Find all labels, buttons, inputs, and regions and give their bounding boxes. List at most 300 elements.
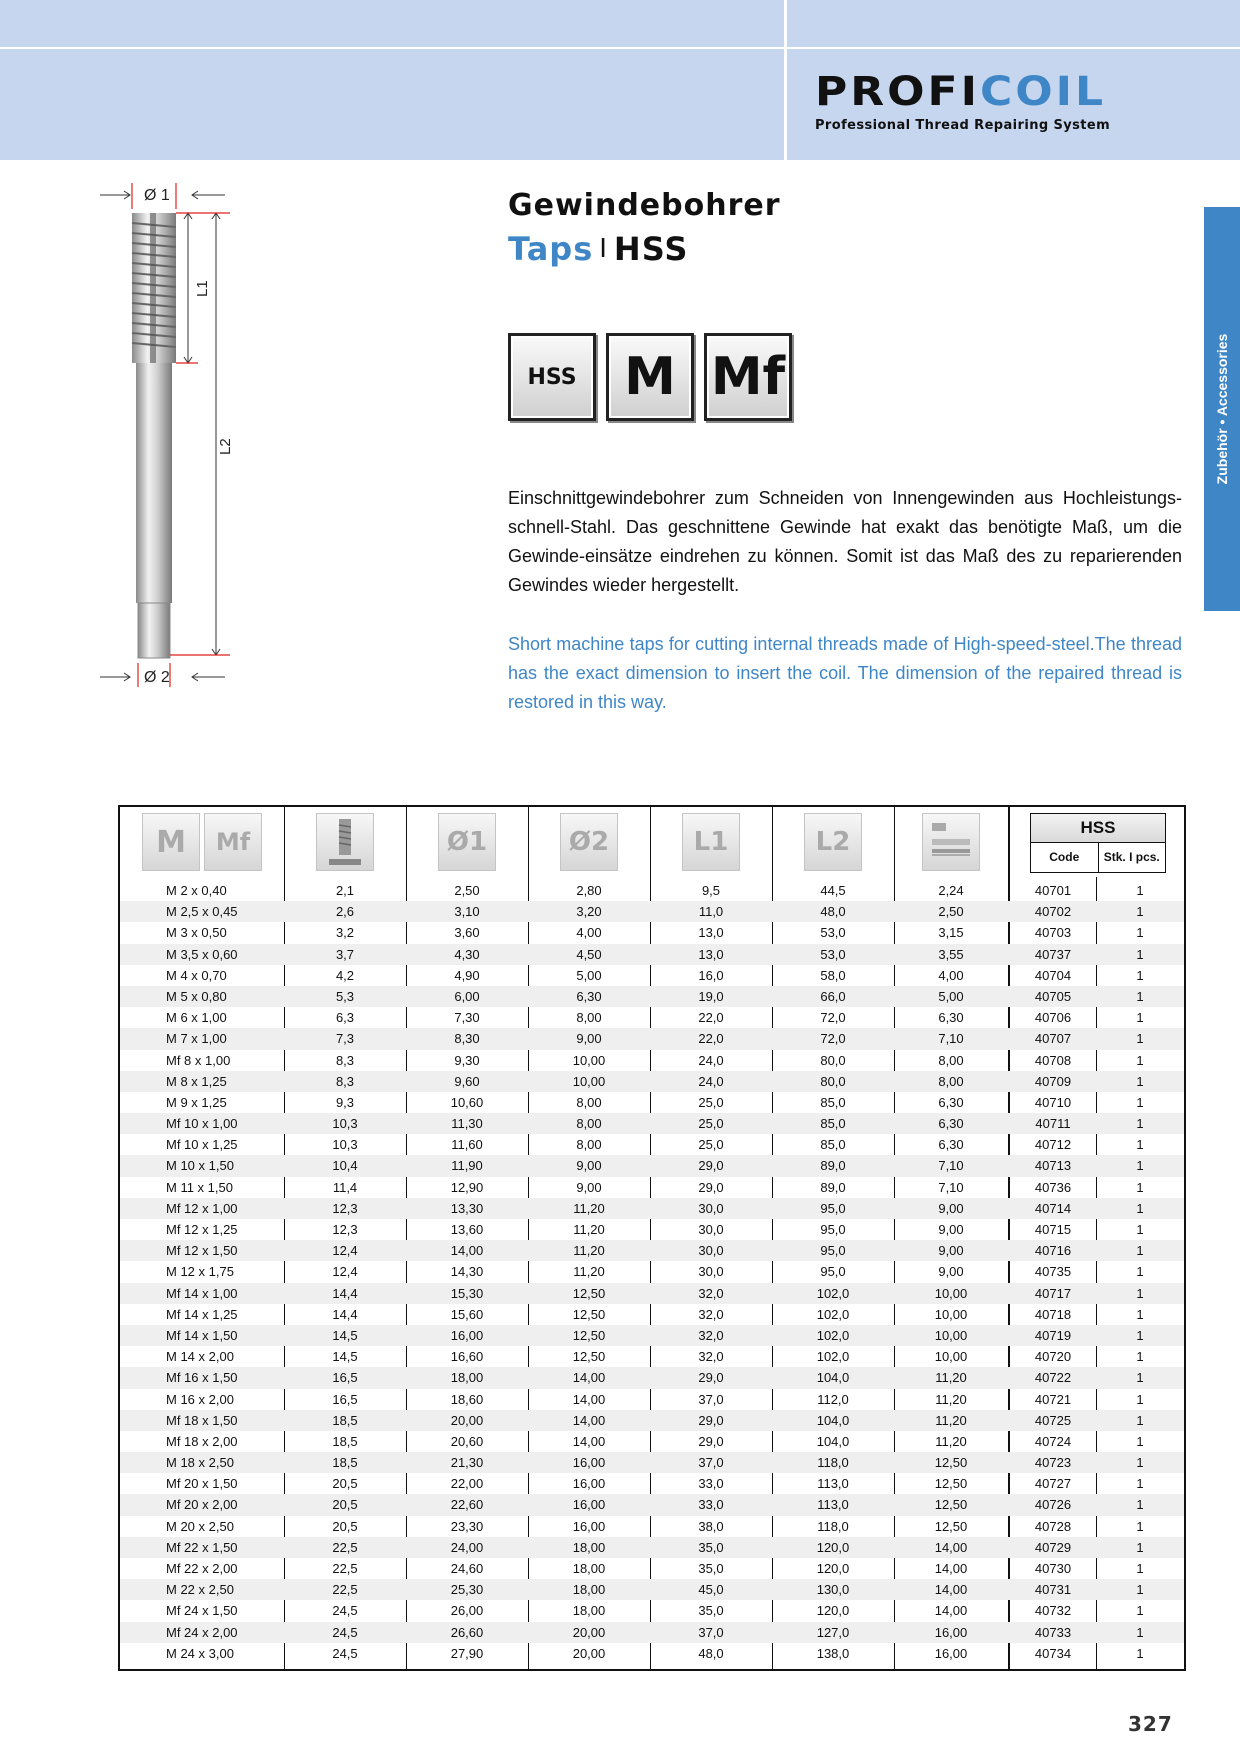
table-row <box>120 1325 1184 1346</box>
page-title-taps: Taps <box>508 230 594 268</box>
cell-length-1: 22,0 <box>698 1031 724 1047</box>
cell-length-2: 102,0 <box>816 1327 850 1343</box>
cell-length-2: 44,5 <box>820 883 846 898</box>
cell-drill-size: 14,5 <box>332 1349 358 1365</box>
cell-pieces: 1 <box>1136 1285 1144 1301</box>
cell-length-1: 30,0 <box>698 1264 724 1280</box>
cell-pieces: 1 <box>1136 1052 1144 1068</box>
page-title-de: Gewindebohrer <box>508 188 781 223</box>
drawing-label-l1: L1 <box>194 280 211 297</box>
cell-length-2: 53,0 <box>820 925 846 941</box>
cell-product-code: 40707 <box>1034 1031 1072 1047</box>
cell-product-code: 40713 <box>1034 1158 1072 1174</box>
cell-diameter-2: 9,00 <box>576 1179 602 1195</box>
cell-diameter-1: 14,00 <box>450 1243 484 1259</box>
table-row <box>120 1410 1184 1431</box>
cell-drill-size: 8,3 <box>335 1073 355 1089</box>
cell-length-2: 130,0 <box>816 1582 850 1598</box>
badge-hss: HSS <box>508 333 596 421</box>
cell-diameter-1: 14,30 <box>450 1264 484 1280</box>
cell-pieces: 1 <box>1136 1603 1144 1619</box>
cell-drill-size: 2,1 <box>335 883 355 898</box>
cell-drill-size: 7,3 <box>335 1031 355 1047</box>
cell-pieces: 1 <box>1136 1073 1144 1089</box>
cell-thread-size: Mf 12 x 1,25 <box>166 1222 238 1237</box>
cell-length-1: 33,0 <box>698 1476 724 1492</box>
cell-pieces: 1 <box>1136 1391 1144 1407</box>
cell-product-code: 40708 <box>1034 1052 1072 1068</box>
cell-length-1: 29,0 <box>698 1179 724 1195</box>
cell-square-size: 12,50 <box>934 1476 968 1492</box>
cell-diameter-1: 12,90 <box>450 1179 484 1195</box>
cell-length-1: 19,0 <box>698 988 724 1004</box>
cell-thread-size: Mf 22 x 1,50 <box>166 1539 238 1555</box>
table-row <box>120 1007 1184 1028</box>
table-row <box>120 986 1184 1007</box>
cell-length-1: 32,0 <box>698 1349 724 1365</box>
cell-drill-size: 12,4 <box>332 1243 358 1259</box>
cell-diameter-2: 16,00 <box>572 1497 606 1513</box>
cell-diameter-1: 22,00 <box>450 1476 484 1492</box>
table-row <box>120 1346 1184 1367</box>
cell-diameter-2: 16,00 <box>572 1518 606 1534</box>
cell-length-2: 80,0 <box>820 1052 846 1068</box>
cell-diameter-1: 9,30 <box>454 1052 480 1068</box>
cell-drill-size: 12,3 <box>332 1222 358 1237</box>
table-row <box>120 1177 1184 1198</box>
cell-drill-size: 10,4 <box>332 1158 358 1174</box>
header-d2 <box>528 807 650 877</box>
cell-drill-size: 18,5 <box>332 1412 358 1428</box>
drawing-label-d2: Ø 2 <box>144 669 170 686</box>
cell-length-1: 29,0 <box>698 1412 724 1428</box>
cell-square-size: 10,00 <box>934 1327 968 1343</box>
cell-pieces: 1 <box>1136 1433 1144 1449</box>
cell-diameter-2: 12,50 <box>572 1327 606 1343</box>
cell-thread-size: Mf 24 x 2,00 <box>166 1624 238 1640</box>
cell-length-2: 102,0 <box>816 1285 850 1301</box>
cell-product-code: 40732 <box>1034 1603 1072 1619</box>
cell-product-code: 40729 <box>1034 1539 1072 1555</box>
cell-square-size: 9,00 <box>938 1264 964 1280</box>
cell-pieces: 1 <box>1136 1455 1144 1471</box>
cell-drill-size: 16,5 <box>332 1391 358 1407</box>
header-d1 <box>406 807 528 877</box>
cell-diameter-1: 24,00 <box>450 1539 484 1555</box>
cell-diameter-1: 3,60 <box>454 925 480 941</box>
length-2-icon: L2 <box>804 813 862 871</box>
table-row <box>120 880 1184 901</box>
cell-product-code: 40727 <box>1034 1476 1072 1492</box>
cell-thread-size: M 3,5 x 0,60 <box>166 946 238 962</box>
cell-thread-size: M 11 x 1,50 <box>166 1179 233 1195</box>
cell-product-code: 40705 <box>1034 988 1072 1004</box>
cell-length-1: 13,0 <box>698 946 724 962</box>
cell-product-code: 40736 <box>1034 1179 1072 1195</box>
cell-length-1: 32,0 <box>698 1306 724 1322</box>
cell-product-code: 40701 <box>1034 883 1072 898</box>
cell-diameter-2: 11,20 <box>573 1264 605 1280</box>
section-side-tab <box>1204 207 1240 611</box>
cell-thread-size: M 24 x 3,00 <box>166 1645 234 1661</box>
tap-technical-drawing <box>80 175 280 695</box>
cell-pieces: 1 <box>1136 1539 1144 1555</box>
table-row <box>120 1452 1184 1473</box>
cell-thread-size: M 5 x 0,80 <box>166 988 227 1004</box>
cell-square-size: 5,00 <box>938 988 964 1004</box>
cell-diameter-2: 18,00 <box>572 1561 606 1576</box>
cell-square-size: 3,15 <box>938 925 964 941</box>
cell-thread-size: M 9 x 1,25 <box>166 1094 227 1110</box>
cell-pieces: 1 <box>1136 1222 1144 1237</box>
table-row <box>120 1579 1184 1600</box>
cell-diameter-1: 11,30 <box>451 1116 483 1132</box>
cell-thread-size: Mf 22 x 2,00 <box>166 1561 238 1576</box>
cell-length-2: 58,0 <box>820 967 846 983</box>
cell-length-2: 48,0 <box>820 904 846 920</box>
cell-drill-size: 24,5 <box>332 1645 358 1661</box>
cell-drill-size: 22,5 <box>332 1582 358 1598</box>
cell-thread-size: Mf 10 x 1,25 <box>166 1137 238 1153</box>
cell-length-1: 30,0 <box>698 1222 724 1237</box>
header-thread-type <box>120 807 284 877</box>
cell-square-size: 8,00 <box>938 1052 964 1068</box>
cell-product-code: 40718 <box>1034 1306 1072 1322</box>
cell-diameter-2: 11,20 <box>573 1243 605 1259</box>
table-row <box>120 965 1184 986</box>
cell-diameter-2: 18,00 <box>572 1582 606 1598</box>
header-l1 <box>650 807 772 877</box>
cell-diameter-1: 20,00 <box>450 1412 484 1428</box>
page-title-en <box>508 230 688 268</box>
cell-drill-size: 9,3 <box>335 1094 355 1110</box>
cell-length-2: 113,0 <box>817 1476 849 1492</box>
product-table <box>118 805 1186 1671</box>
cell-diameter-2: 20,00 <box>572 1624 606 1640</box>
header-hss-group <box>1030 813 1166 873</box>
cell-length-1: 35,0 <box>698 1603 724 1619</box>
table-row <box>120 1283 1184 1304</box>
cell-diameter-1: 15,60 <box>450 1306 484 1322</box>
cell-diameter-1: 26,60 <box>450 1624 484 1640</box>
table-row <box>120 1622 1184 1643</box>
cell-thread-size: Mf 24 x 1,50 <box>166 1603 238 1619</box>
cell-square-size: 14,00 <box>934 1539 968 1555</box>
cell-diameter-2: 11,20 <box>573 1200 605 1216</box>
cell-product-code: 40712 <box>1034 1137 1072 1153</box>
table-row <box>120 1389 1184 1410</box>
cell-diameter-1: 7,30 <box>454 1010 480 1026</box>
cell-diameter-2: 11,20 <box>573 1222 605 1237</box>
cell-length-1: 45,0 <box>698 1582 724 1598</box>
cell-length-1: 37,0 <box>698 1624 724 1640</box>
cell-diameter-1: 18,00 <box>450 1370 484 1386</box>
cell-product-code: 40716 <box>1034 1243 1072 1259</box>
cell-square-size: 16,00 <box>934 1645 968 1661</box>
cell-thread-size: Mf 8 x 1,00 <box>166 1052 231 1068</box>
cell-length-2: 102,0 <box>816 1349 850 1365</box>
cell-length-2: 127,0 <box>816 1624 850 1640</box>
cell-thread-size: Mf 14 x 1,25 <box>166 1306 238 1322</box>
cell-drill-size: 20,5 <box>332 1518 358 1534</box>
cell-diameter-1: 22,60 <box>450 1497 484 1513</box>
length-1-icon: L1 <box>682 813 740 871</box>
cell-drill-size: 18,5 <box>332 1455 358 1471</box>
cell-length-2: 102,0 <box>816 1306 850 1322</box>
cell-thread-size: M 2,5 x 0,45 <box>166 904 238 920</box>
badge-m: M <box>606 333 694 421</box>
cell-pieces: 1 <box>1136 1349 1144 1365</box>
table-row <box>120 944 1184 965</box>
cell-pieces: 1 <box>1136 1010 1144 1026</box>
table-row <box>120 1558 1184 1579</box>
table-row <box>120 1092 1184 1113</box>
cell-product-code: 40734 <box>1034 1645 1072 1661</box>
cell-product-code: 40731 <box>1034 1582 1072 1598</box>
cell-product-code: 40703 <box>1034 925 1072 941</box>
table-header <box>120 807 1184 877</box>
table-row <box>120 1219 1184 1240</box>
cell-diameter-2: 14,00 <box>572 1412 606 1428</box>
cell-pieces: 1 <box>1136 946 1144 962</box>
cell-length-1: 32,0 <box>698 1285 724 1301</box>
cell-diameter-2: 18,00 <box>572 1603 606 1619</box>
cell-product-code: 40722 <box>1034 1370 1072 1386</box>
cell-drill-size: 2,6 <box>335 904 355 920</box>
cell-drill-size: 22,5 <box>332 1561 358 1576</box>
cell-product-code: 40730 <box>1034 1561 1072 1576</box>
cell-length-2: 138,0 <box>816 1645 850 1661</box>
cell-square-size: 3,55 <box>938 946 964 962</box>
cell-thread-size: Mf 18 x 1,50 <box>166 1412 238 1428</box>
cell-pieces: 1 <box>1136 1624 1144 1640</box>
cell-length-1: 35,0 <box>698 1539 724 1555</box>
cell-diameter-1: 4,90 <box>454 967 480 983</box>
cell-square-size: 2,24 <box>938 883 964 898</box>
cell-drill-size: 10,3 <box>332 1116 358 1132</box>
badge-group <box>508 333 792 421</box>
cell-thread-size: M 18 x 2,50 <box>166 1455 234 1471</box>
cell-diameter-2: 2,80 <box>576 883 602 898</box>
cell-length-1: 24,0 <box>698 1052 724 1068</box>
cell-drill-size: 12,3 <box>332 1200 358 1216</box>
cell-length-1: 35,0 <box>698 1561 724 1576</box>
cell-length-1: 29,0 <box>698 1158 724 1174</box>
cell-product-code: 40723 <box>1034 1455 1072 1471</box>
cell-pieces: 1 <box>1136 967 1144 983</box>
diameter-2-icon: Ø2 <box>560 813 618 871</box>
section-side-tab-label: Zubehör • Accessories <box>1214 333 1230 485</box>
cell-product-code: 40735 <box>1034 1264 1072 1280</box>
table-row <box>120 1516 1184 1537</box>
cell-pieces: 1 <box>1136 1094 1144 1110</box>
cell-length-2: 120,0 <box>816 1539 850 1555</box>
table-row <box>120 1304 1184 1325</box>
cell-thread-size: Mf 12 x 1,50 <box>166 1243 238 1259</box>
cell-drill-size: 5,3 <box>335 988 355 1004</box>
cell-square-size: 2,50 <box>938 904 964 920</box>
cell-pieces: 1 <box>1136 988 1144 1004</box>
cell-thread-size: M 8 x 1,25 <box>166 1073 227 1089</box>
cell-drill-size: 14,4 <box>332 1285 358 1301</box>
cell-diameter-1: 27,90 <box>450 1645 484 1661</box>
cell-drill-size: 8,3 <box>335 1052 355 1068</box>
cell-square-size: 14,00 <box>934 1561 968 1576</box>
tap-thread <box>132 213 176 363</box>
cell-length-2: 120,0 <box>816 1561 850 1576</box>
cell-thread-size: M 10 x 1,50 <box>166 1158 234 1174</box>
cell-square-size: 11,20 <box>935 1412 967 1428</box>
cell-pieces: 1 <box>1136 1561 1144 1576</box>
cell-square-size: 4,00 <box>938 967 964 983</box>
cell-diameter-2: 9,00 <box>576 1031 602 1047</box>
cell-pieces: 1 <box>1136 904 1144 920</box>
cell-thread-size: M 14 x 2,00 <box>166 1349 234 1365</box>
cell-length-1: 29,0 <box>698 1370 724 1386</box>
cell-pieces: 1 <box>1136 1179 1144 1195</box>
cell-thread-size: Mf 14 x 1,00 <box>166 1285 238 1301</box>
table-row <box>120 1431 1184 1452</box>
cell-drill-size: 14,4 <box>332 1306 358 1322</box>
cell-length-1: 22,0 <box>698 1010 724 1026</box>
cell-pieces: 1 <box>1136 925 1144 941</box>
cell-diameter-2: 8,00 <box>576 1010 602 1026</box>
cell-diameter-2: 14,00 <box>572 1433 606 1449</box>
cell-diameter-1: 11,60 <box>451 1137 483 1153</box>
cell-length-1: 30,0 <box>698 1243 724 1259</box>
cell-diameter-2: 4,50 <box>576 946 602 962</box>
cell-thread-size: M 4 x 0,70 <box>166 967 227 983</box>
cell-thread-size: Mf 20 x 2,00 <box>166 1497 238 1513</box>
cell-product-code: 40710 <box>1034 1094 1072 1110</box>
cell-drill-size: 20,5 <box>332 1497 358 1513</box>
cell-thread-size: Mf 20 x 1,50 <box>166 1476 238 1492</box>
cell-length-2: 113,0 <box>817 1497 849 1513</box>
cell-square-size: 10,00 <box>934 1285 968 1301</box>
cell-diameter-1: 9,60 <box>454 1073 480 1089</box>
cell-length-2: 95,0 <box>820 1200 846 1216</box>
cell-diameter-1: 11,90 <box>451 1158 483 1174</box>
table-row <box>120 1600 1184 1621</box>
cell-square-size: 12,50 <box>934 1518 968 1534</box>
cell-length-1: 25,0 <box>698 1094 724 1110</box>
cell-diameter-2: 10,00 <box>572 1073 606 1089</box>
square-size-icon <box>922 813 980 871</box>
table-row <box>120 1113 1184 1134</box>
cell-diameter-2: 12,50 <box>572 1349 606 1365</box>
cell-length-2: 89,0 <box>820 1179 846 1195</box>
cell-square-size: 7,10 <box>938 1031 964 1047</box>
page-title-material: HSS <box>613 230 689 268</box>
brand-name-part2: COIL <box>979 68 1107 116</box>
cell-diameter-1: 8,30 <box>454 1031 480 1047</box>
table-row <box>120 1198 1184 1219</box>
drawing-label-d1: Ø 1 <box>144 187 170 204</box>
cell-product-code: 40715 <box>1034 1222 1072 1237</box>
cell-thread-size: Mf 12 x 1,00 <box>166 1200 238 1216</box>
cell-length-1: 33,0 <box>698 1497 724 1513</box>
cell-length-1: 25,0 <box>698 1116 724 1132</box>
cell-product-code: 40719 <box>1034 1327 1072 1343</box>
cell-length-2: 66,0 <box>820 988 846 1004</box>
cell-square-size: 10,00 <box>934 1349 968 1365</box>
column-header-code: Code <box>1049 850 1080 864</box>
cell-product-code: 40720 <box>1034 1349 1072 1365</box>
cell-thread-size: M 2 x 0,40 <box>166 883 227 898</box>
header-square <box>894 807 1008 877</box>
cell-diameter-2: 3,20 <box>576 904 602 920</box>
cell-square-size: 7,10 <box>938 1179 964 1195</box>
cell-length-1: 16,0 <box>698 967 724 983</box>
cell-pieces: 1 <box>1136 1158 1144 1174</box>
cell-diameter-2: 14,00 <box>572 1391 606 1407</box>
cell-length-2: 72,0 <box>820 1031 846 1047</box>
brand-name-part1: PROFI <box>815 68 980 116</box>
cell-thread-size: Mf 16 x 1,50 <box>166 1370 238 1386</box>
table-row <box>120 922 1184 943</box>
cell-length-2: 95,0 <box>820 1264 846 1280</box>
cell-pieces: 1 <box>1136 1476 1144 1492</box>
cell-square-size: 14,00 <box>934 1603 968 1619</box>
cell-diameter-2: 5,00 <box>576 967 602 983</box>
cell-diameter-1: 18,60 <box>450 1391 484 1407</box>
cell-pieces: 1 <box>1136 1327 1144 1343</box>
cell-pieces: 1 <box>1136 1645 1144 1661</box>
cell-square-size: 11,20 <box>935 1391 967 1407</box>
cell-thread-size: Mf 14 x 1,50 <box>166 1327 238 1343</box>
hss-subheaders <box>1031 843 1165 872</box>
cell-diameter-1: 24,60 <box>450 1561 484 1576</box>
cell-thread-size: M 6 x 1,00 <box>166 1010 227 1026</box>
table-row <box>120 1537 1184 1558</box>
header-l2 <box>772 807 894 877</box>
cell-length-1: 37,0 <box>698 1455 724 1471</box>
header-banner <box>0 0 1240 160</box>
cell-pieces: 1 <box>1136 1306 1144 1322</box>
table-row <box>120 1050 1184 1071</box>
cell-length-1: 25,0 <box>698 1137 724 1153</box>
cell-drill-size: 24,5 <box>332 1624 358 1640</box>
cell-drill-size: 3,2 <box>335 925 355 941</box>
brand-tagline: Professional Thread Repairing System <box>815 118 1111 133</box>
cell-product-code: 40702 <box>1034 904 1072 920</box>
cell-pieces: 1 <box>1136 1200 1144 1216</box>
cell-diameter-1: 6,00 <box>454 988 480 1004</box>
cell-pieces: 1 <box>1136 1370 1144 1386</box>
cell-diameter-1: 16,60 <box>450 1349 484 1365</box>
cell-diameter-1: 16,00 <box>450 1327 484 1343</box>
cell-diameter-2: 12,50 <box>572 1306 606 1322</box>
column-header-pcs: Stk. I pcs. <box>1098 843 1166 872</box>
table-row <box>120 901 1184 922</box>
cell-diameter-1: 25,30 <box>450 1582 484 1598</box>
cell-product-code: 40726 <box>1034 1497 1072 1513</box>
cell-length-1: 13,0 <box>698 925 724 941</box>
cell-diameter-2: 8,00 <box>576 1094 602 1110</box>
description-german: Einschnittgewindebohrer zum Schneiden von Innengewinden aus Hochleistungs-schnell-Stahl. Das geschnittene Gewinde hat exakt das benötigte Maß, um die Gewinde-einsätze eindrehen zu können. Somit ist das Maß des zu reparierenden Gewindes wieder hergestellt. <box>508 488 1182 595</box>
cell-diameter-2: 10,00 <box>572 1052 606 1068</box>
cell-square-size: 9,00 <box>938 1243 964 1259</box>
cell-diameter-2: 9,00 <box>576 1158 602 1174</box>
cell-length-2: 89,0 <box>820 1158 846 1174</box>
cell-length-2: 104,0 <box>816 1433 850 1449</box>
table-row <box>120 1240 1184 1261</box>
cell-square-size: 8,00 <box>938 1073 964 1089</box>
page-number: 327 <box>1128 1712 1173 1736</box>
cell-length-2: 85,0 <box>820 1137 846 1153</box>
cell-product-code: 40725 <box>1034 1412 1072 1428</box>
cell-square-size: 11,20 <box>935 1433 967 1449</box>
